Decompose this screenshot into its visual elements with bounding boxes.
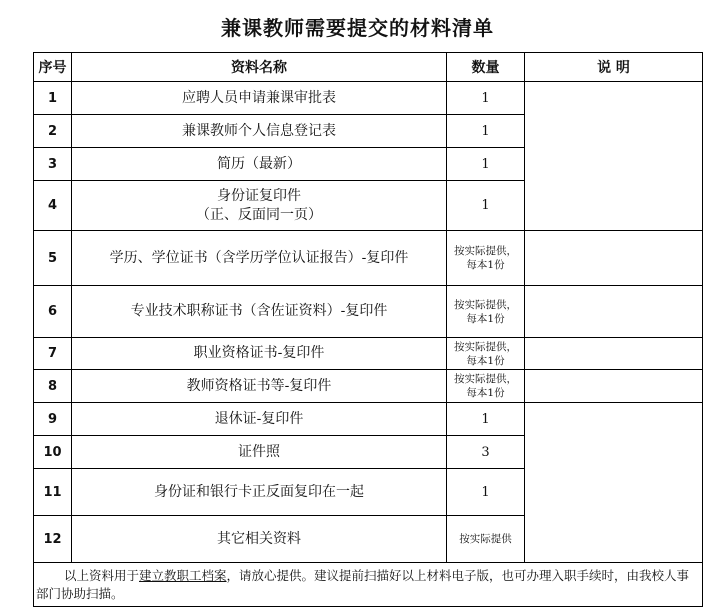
row-name: 退休证-复印件 <box>72 403 447 436</box>
row-qty: 按实际提供 <box>447 516 525 563</box>
row-name: 学历、学位证书（含学历学位认证报告）-复印件 <box>72 231 447 286</box>
row-no: 7 <box>34 338 72 370</box>
table-header-row <box>34 53 703 82</box>
row-no: 4 <box>34 181 72 231</box>
row-qty <box>447 338 525 370</box>
row-no: 2 <box>34 115 72 148</box>
row-no: 3 <box>34 148 72 181</box>
row-name: 职业资格证书-复印件 <box>72 338 447 370</box>
row-name-line2: （正、反面同一页） <box>196 206 322 223</box>
row-no: 6 <box>34 286 72 338</box>
row-name: 其它相关资料 <box>72 516 447 563</box>
footer-text-part1: 以上资料用于 <box>64 567 140 583</box>
row-note <box>525 338 703 370</box>
row-no: 1 <box>34 82 72 115</box>
table-row <box>34 403 703 436</box>
row-qty: 1 <box>447 181 525 231</box>
row-no: 8 <box>34 370 72 403</box>
table-row <box>34 231 703 286</box>
row-no: 11 <box>34 469 72 516</box>
row-qty <box>447 286 525 338</box>
row-note <box>525 403 703 563</box>
footer-row <box>34 563 703 607</box>
row-qty-line2: 每本1份 <box>466 387 505 399</box>
table-row <box>34 370 703 403</box>
header-no: 序号 <box>34 53 72 82</box>
row-no: 10 <box>34 436 72 469</box>
row-qty <box>447 231 525 286</box>
row-qty: 3 <box>447 436 525 469</box>
row-qty-line1: 按实际提供， <box>454 298 517 311</box>
row-qty-line1: 按实际提供， <box>454 373 517 385</box>
row-note <box>525 231 703 286</box>
table-row <box>34 82 703 115</box>
row-qty: 1 <box>447 115 525 148</box>
row-name: 简历（最新） <box>72 148 447 181</box>
row-qty: 1 <box>447 403 525 436</box>
row-qty: 1 <box>447 469 525 516</box>
row-note <box>525 82 703 231</box>
footer-text-underlined: 建立教职工档案 <box>139 567 227 583</box>
row-qty-line1: 按实际提供， <box>454 340 517 353</box>
row-name: 应聘人员申请兼课审批表 <box>72 82 447 115</box>
row-qty: 1 <box>447 148 525 181</box>
row-name: 兼课教师个人信息登记表 <box>72 115 447 148</box>
row-note <box>525 286 703 338</box>
row-name-line1: 身份证复印件 <box>217 187 301 204</box>
row-qty: 1 <box>447 82 525 115</box>
row-name: 身份证和银行卡正反面复印在一起 <box>72 469 447 516</box>
page-title: 兼课教师需要提交的材料清单 <box>221 16 494 40</box>
materials-table <box>33 52 703 607</box>
row-qty-line2: 每本1份 <box>466 354 505 367</box>
table-row <box>34 338 703 370</box>
row-name: 专业技术职称证书（含佐证资料）-复印件 <box>72 286 447 338</box>
row-no: 9 <box>34 403 72 436</box>
row-no: 5 <box>34 231 72 286</box>
row-name <box>72 181 447 231</box>
row-no: 12 <box>34 516 72 563</box>
footer-text-part2: ，请放心提供。建议提前扫描好以上材料电子版，也可办理入职手续时，由我校人事部门协助扫描。 <box>36 567 690 601</box>
row-name: 教师资格证书等-复印件 <box>72 370 447 403</box>
row-qty-line2: 每本1份 <box>466 259 505 271</box>
row-qty-line2: 每本1份 <box>466 312 505 325</box>
header-name: 资料名称 <box>72 53 447 82</box>
header-qty: 数量 <box>447 53 525 82</box>
footer-note <box>34 563 703 607</box>
row-note <box>525 370 703 403</box>
table-row <box>34 286 703 338</box>
row-name: 证件照 <box>72 436 447 469</box>
row-qty-line1: 按实际提供， <box>454 245 517 257</box>
row-qty <box>447 370 525 403</box>
header-note: 说 明 <box>525 53 703 82</box>
